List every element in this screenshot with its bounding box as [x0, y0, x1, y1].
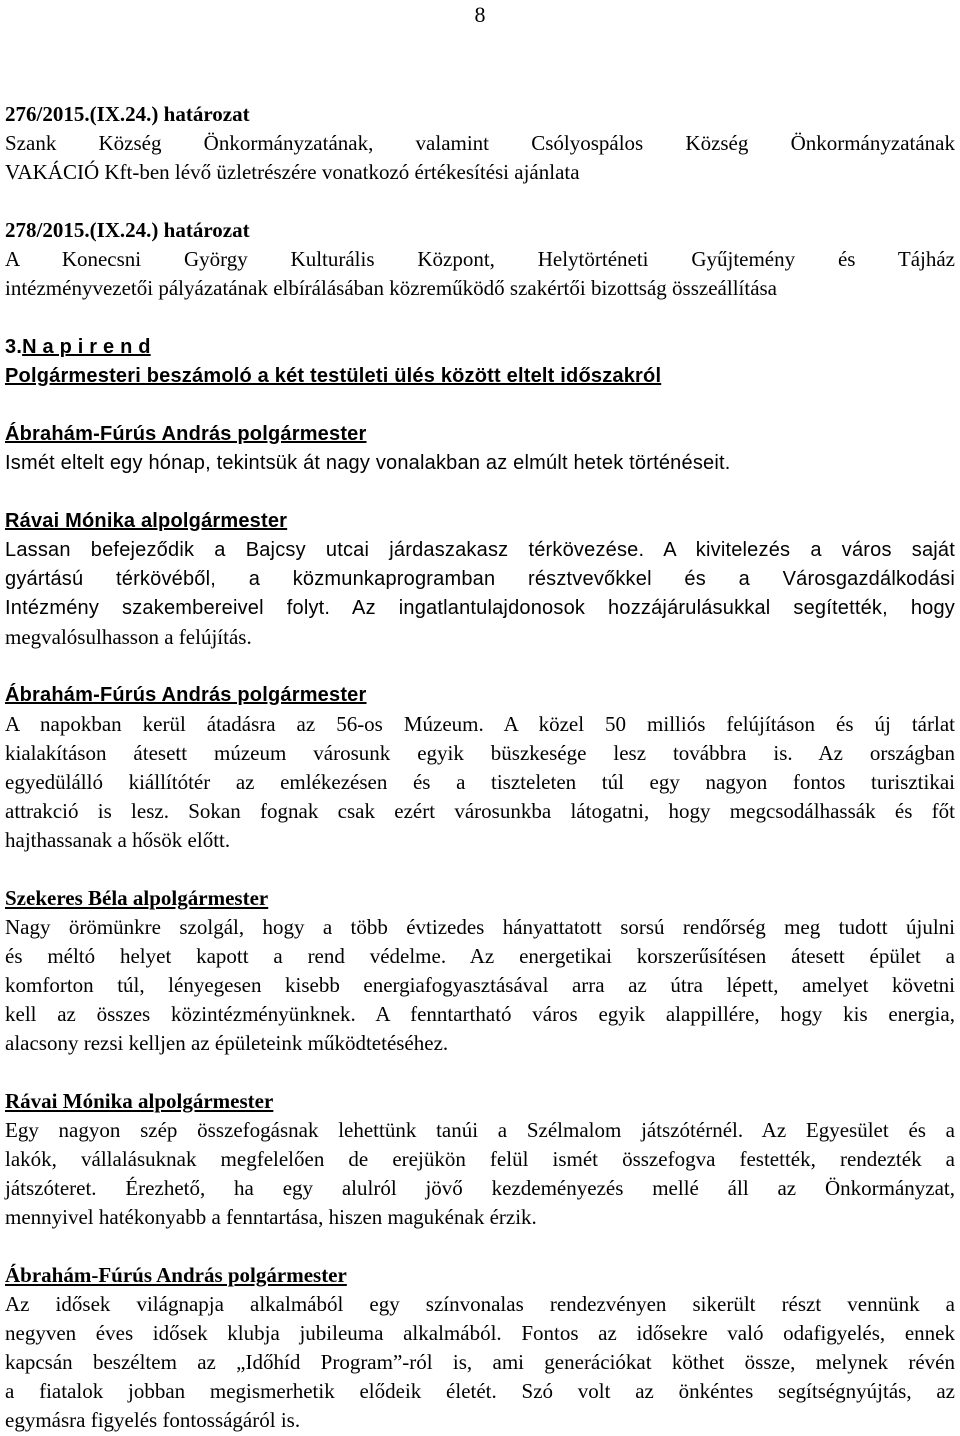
speech	[5, 681, 955, 855]
speech-line: negyven éves idősek klubja jubileuma alkalmából. Fontos az idősekre való odafigyelés, ennek	[5, 1321, 955, 1345]
speech-line: Intézmény szakembereivel folyt. Az ingatlantulajdonosok hozzájárulásukkal segítették, hogy	[5, 597, 955, 619]
agenda-label: N a p i r e n d	[22, 336, 151, 358]
resolution-text-line: Szank Község Önkormányzatának, valamint Csólyospálos Község Önkormányzatának	[5, 131, 955, 155]
speech-line: Nagy örömünkre szolgál, hogy a több évtizedes hányattatott sorsú rendőrség meg tudott újulni	[5, 915, 955, 939]
speech-line: Az idősek világnapja alkalmából egy színvonalas rendezvényen sikerült részt vennünk a	[5, 1292, 955, 1316]
speech-line: Egy nagyon szép összefogásnak lehettünk tanúi a Szélmalom játszótérnél. Az Egyesület és a	[5, 1118, 955, 1142]
speech-line: kialakításon átesett múzeum városunk egyik büszkesége lesz továbbra is. Az országban	[5, 741, 955, 765]
document-body	[5, 100, 955, 1435]
agenda-number: 3.	[5, 336, 23, 358]
speech-line: a fiatalok jobban megismerhetik elődeik életét. Szó volt az önkéntes segítségnyújtás, az	[5, 1379, 955, 1403]
speaker-name: Szekeres Béla alpolgármester	[5, 886, 269, 910]
speech-line: alacsony rezsi kelljen az épületeink működtetéséhez.	[5, 1031, 449, 1055]
speech	[5, 507, 955, 652]
speech	[5, 884, 955, 1058]
speech-line: játszóteret. Érezhető, ha egy alulról jövő kezdeményezés mellé áll az Önkormányzat,	[5, 1176, 955, 1200]
agenda-title: Polgármesteri beszámoló a két testületi ülés között eltelt időszakról	[5, 365, 662, 387]
speech-line: kapcsán beszéltem az „Időhíd Program”-ról is, ami generációkat köthet össze, melynek révén	[5, 1350, 955, 1374]
agenda-label-line	[5, 332, 955, 362]
page-number: 8	[474, 2, 486, 27]
speech-line: megvalósulhasson a felújítás.	[5, 625, 252, 649]
speech	[5, 1261, 955, 1435]
speech-line: attrakció is lesz. Sokan fognak csak ezért városunkba látogatni, hogy megcsodálhassák és főt	[5, 799, 955, 823]
speaker-name: Ábrahám-Fúrús András polgármester	[5, 1263, 347, 1287]
speaker-name: Rávai Mónika alpolgármester	[5, 510, 288, 532]
speaker-name: Ábrahám-Fúrús András polgármester	[5, 423, 367, 445]
speech-line: Lassan befejeződik a Bajcsy utcai járdaszakasz térkövezése. A kivitelezés a város saját	[5, 539, 955, 561]
resolution-text-line: VAKÁCIÓ Kft-ben lévő üzletrészére vonatkozó értékesítési ajánlata	[5, 160, 580, 184]
speech-line: egymásra figyelés fontosságáról is.	[5, 1408, 301, 1432]
speech-line: lakók, vállalásuknak megfelelően de erejükön felül ismét összefogva festették, rendezték a	[5, 1147, 955, 1171]
speech-line: kell az összes közintézményünknek. A fenntartható város egyik alappillére, hogy kis energia,	[5, 1002, 955, 1026]
speech-line: és méltó helyet kapott a rend védelme. Az energetikai korszerűsítésen átesett épület a	[5, 944, 955, 968]
speech	[5, 420, 955, 478]
speech-line: mennyivel hatékonyabb a fenntartása, hiszen magukénak érzik.	[5, 1205, 537, 1229]
resolution-276	[5, 100, 955, 187]
speech-line: hajthassanak a hősök előtt.	[5, 828, 231, 852]
resolution-text-line: A Konecsni György Kulturális Központ, Helytörténeti Gyűjtemény és Tájház	[5, 247, 955, 271]
resolution-text-line: intézményvezetői pályázatának elbírálásában közreműködő szakértői bizottság összeállítása	[5, 276, 778, 300]
speech-line: Ismét eltelt egy hónap, tekintsük át nagy vonalakban az elmúlt hetek történéseit.	[5, 452, 731, 474]
resolution-id: 278/2015.(IX.24.) határozat	[5, 218, 250, 242]
resolution-278	[5, 216, 955, 303]
speech-line: komforton túl, lényegesen kisebb energiafogyasztásával arra az útra lépett, amelyet követni	[5, 973, 955, 997]
agenda-heading	[5, 332, 955, 391]
speaker-name: Rávai Mónika alpolgármester	[5, 1089, 274, 1113]
speaker-name: Ábrahám-Fúrús András polgármester	[5, 684, 367, 706]
resolution-id: 276/2015.(IX.24.) határozat	[5, 102, 250, 126]
speech-line: gyártású térkövéből, a közmunkaprogramban résztvevőkkel és a Városgazdálkodási	[5, 568, 955, 590]
speech-line: egyedülálló kiállítótér az emlékezésen és a tiszteleten túl egy nagyon fontos turisztikai	[5, 770, 955, 794]
speech-line: A napokban kerül átadásra az 56-os Múzeum. A közel 50 milliós felújításon és új tárlat	[5, 712, 955, 736]
speech	[5, 1087, 955, 1232]
